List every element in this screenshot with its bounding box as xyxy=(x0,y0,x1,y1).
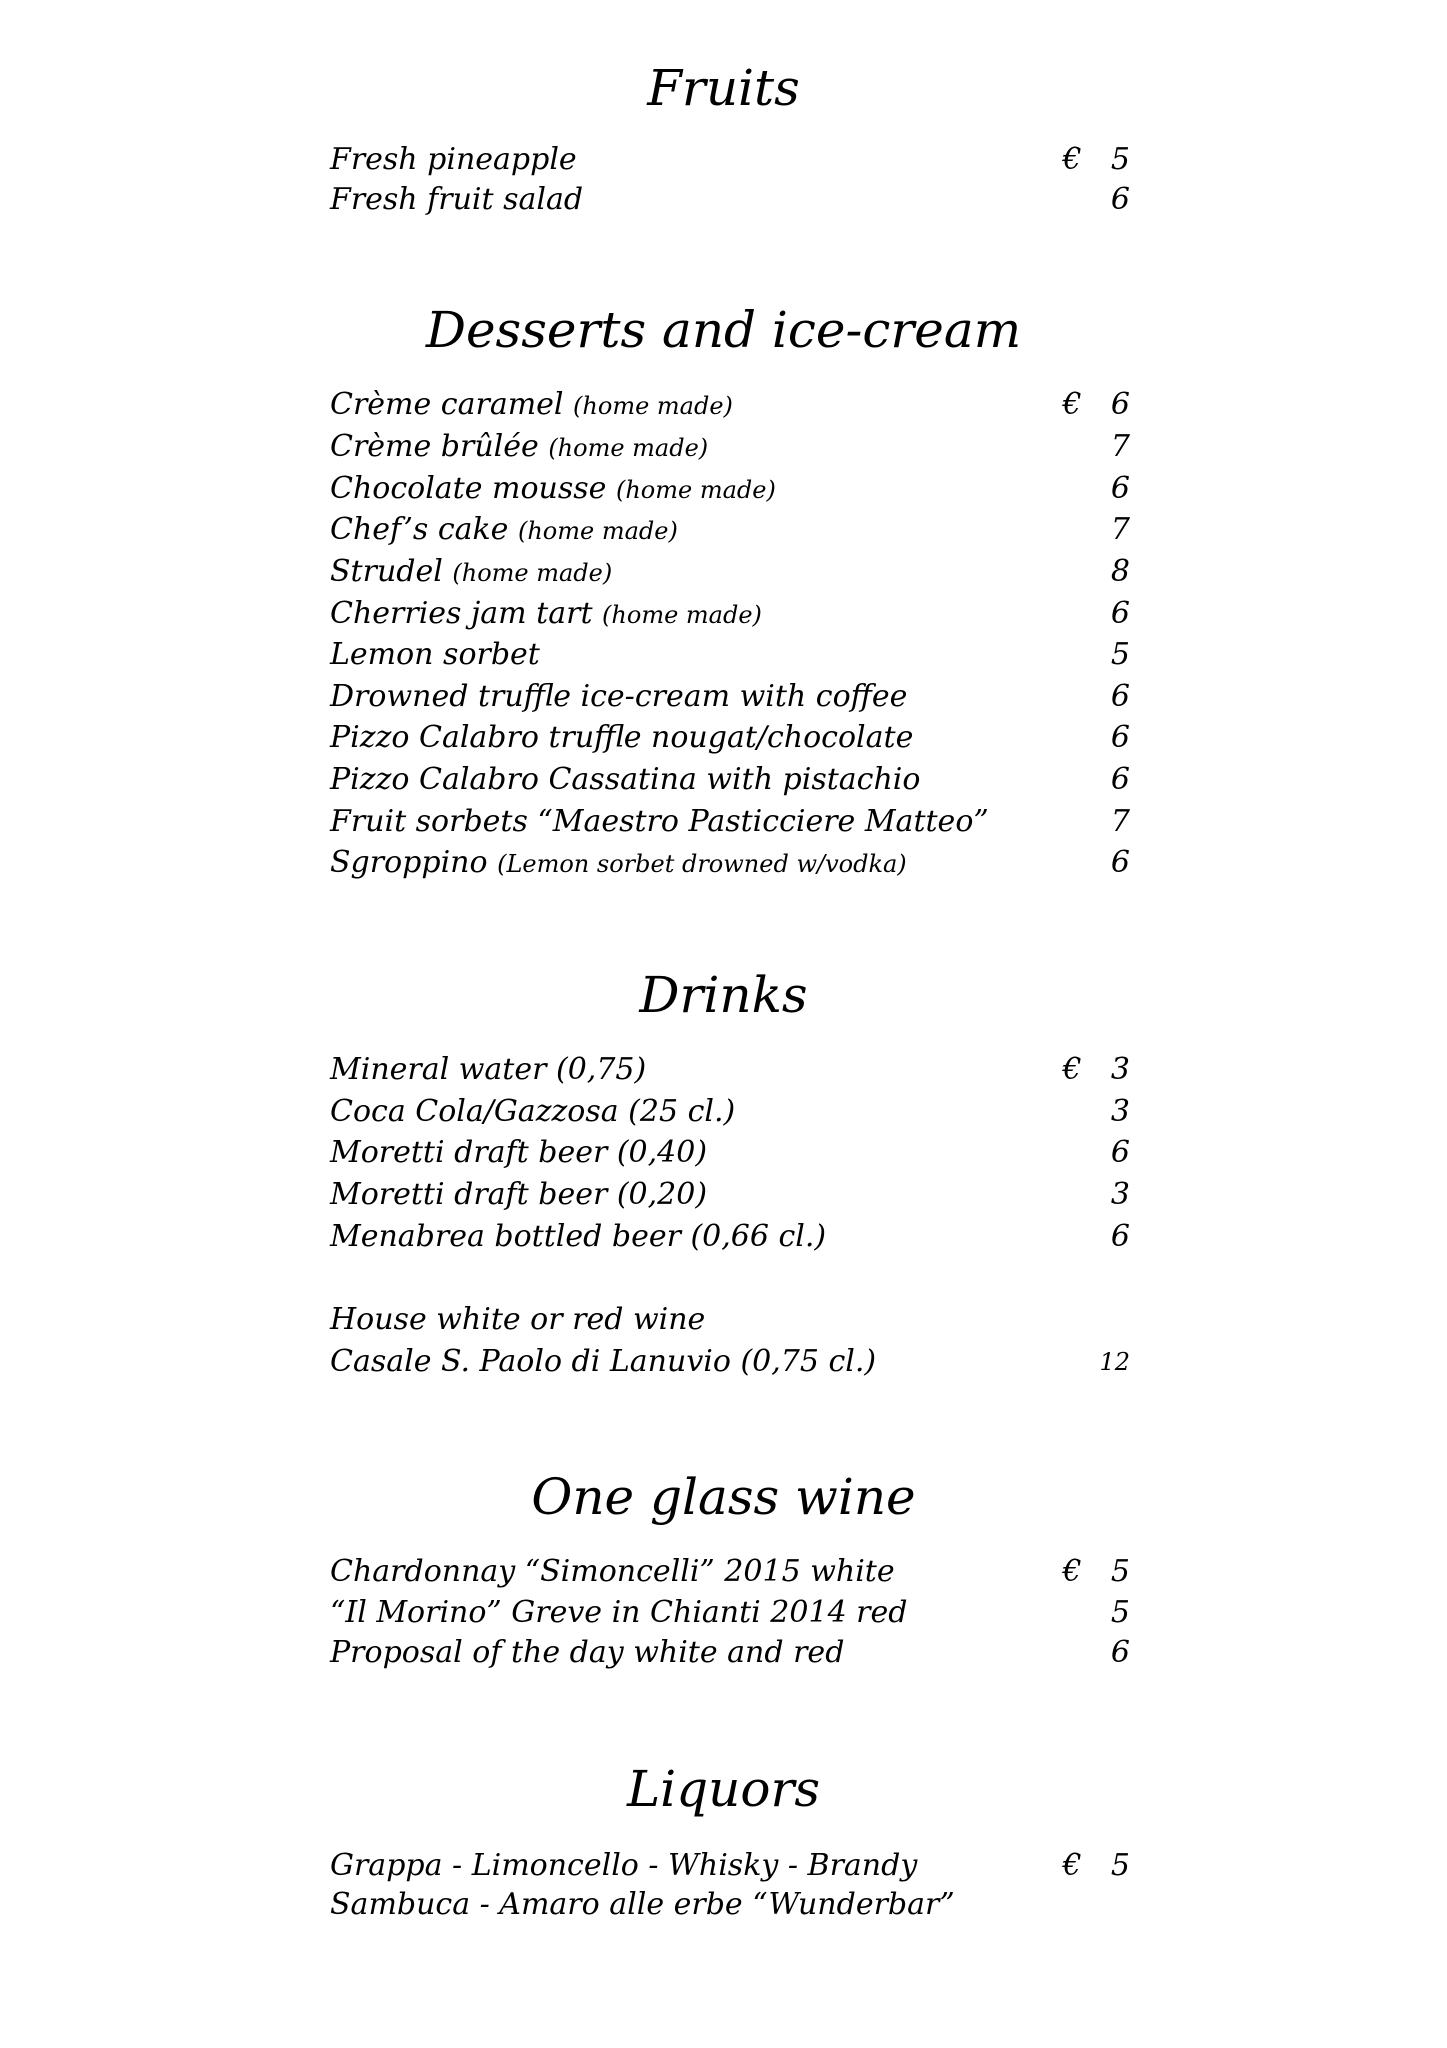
item-name: Moretti draft beer (0,20) xyxy=(330,1177,708,1212)
item-name: Sgroppino xyxy=(330,845,488,880)
menu-item xyxy=(330,635,1130,675)
item-name-wrap xyxy=(330,843,907,884)
item-name: Crème caramel xyxy=(330,387,564,422)
menu-item xyxy=(330,1633,1130,1673)
item-name-wrap xyxy=(330,510,678,551)
menu-item xyxy=(330,677,1130,717)
menu-item xyxy=(330,140,1130,180)
item-name: Drowned truffle ice-cream with coffee xyxy=(330,679,908,714)
menu-item xyxy=(330,1342,1130,1382)
item-note: (home made) xyxy=(573,392,733,420)
menu-item xyxy=(330,1050,1130,1090)
item-price: 3 xyxy=(1110,1177,1130,1212)
section-title-liquors: Liquors xyxy=(626,1760,821,1818)
item-price: 12 xyxy=(1099,1348,1130,1376)
menu-item xyxy=(330,1133,1130,1173)
menu-item xyxy=(330,1175,1130,1215)
menu-item xyxy=(330,427,1130,467)
item-note: (home made) xyxy=(615,476,776,504)
item-name: Cherries jam tart xyxy=(330,596,593,631)
menu-item xyxy=(330,802,1130,842)
menu-item xyxy=(330,843,1130,883)
item-name: Fruit sorbets “Maestro Pasticciere Matteo” xyxy=(330,804,989,839)
house-wine-line xyxy=(330,1300,1130,1340)
menu-item xyxy=(330,552,1130,592)
menu-item xyxy=(330,594,1130,634)
item-price: 5 xyxy=(1110,1848,1130,1883)
item-price: 6 xyxy=(1110,182,1130,217)
item-name-wrap xyxy=(330,594,762,635)
item-name: Grappa - Limoncello - Whisky - Brandy xyxy=(330,1848,918,1883)
menu-item xyxy=(330,1092,1130,1132)
item-name: Coca Cola/Gazzosa (25 cl.) xyxy=(330,1094,736,1129)
currency-symbol: € xyxy=(1062,1052,1082,1087)
menu-item xyxy=(330,180,1130,220)
menu-item xyxy=(330,760,1130,800)
item-name: Casale S. Paolo di Lanuvio (0,75 cl.) xyxy=(330,1344,877,1379)
menu-item xyxy=(330,1885,1130,1925)
menu-item xyxy=(330,1552,1130,1592)
item-price: 5 xyxy=(1110,637,1130,672)
item-name: Proposal of the day white and red xyxy=(330,1635,845,1670)
item-price: 6 xyxy=(1110,596,1130,631)
item-price: 7 xyxy=(1110,429,1130,464)
item-price: 6 xyxy=(1110,1635,1130,1670)
item-name: Moretti draft beer (0,40) xyxy=(330,1135,708,1170)
item-name: Crème brûlée xyxy=(330,429,539,464)
item-note: (home made) xyxy=(452,559,613,587)
item-name: Chef’s cake xyxy=(330,512,509,547)
item-note: (home made) xyxy=(602,601,762,629)
item-name-wrap xyxy=(330,469,776,510)
section-title-fruits: Fruits xyxy=(647,59,800,117)
item-note: (home made) xyxy=(517,517,678,545)
item-price: 5 xyxy=(1110,1554,1130,1589)
item-price: 7 xyxy=(1110,804,1130,839)
item-name: Pizzo Calabro truffle nougat/chocolate xyxy=(330,720,914,755)
menu-item xyxy=(330,718,1130,758)
menu-item xyxy=(330,469,1130,509)
item-name-wrap xyxy=(330,552,612,593)
item-name: Fresh fruit salad xyxy=(330,182,584,217)
item-price: 5 xyxy=(1110,1595,1130,1630)
item-name: Lemon sorbet xyxy=(330,637,540,672)
item-name: Mineral water (0,75) xyxy=(330,1052,647,1087)
item-price: 6 xyxy=(1110,1219,1130,1254)
item-price: 6 xyxy=(1110,679,1130,714)
item-price: 6 xyxy=(1110,762,1130,797)
item-price: 3 xyxy=(1110,1094,1130,1129)
house-wine-title: House white or red wine xyxy=(330,1302,706,1337)
currency-symbol: € xyxy=(1062,142,1082,177)
item-name: Fresh pineapple xyxy=(330,142,577,177)
currency-symbol: € xyxy=(1062,1848,1082,1883)
item-name-wrap xyxy=(330,427,708,468)
menu-item xyxy=(330,510,1130,550)
item-name: Menabrea bottled beer (0,66 cl.) xyxy=(330,1219,827,1254)
item-price: 8 xyxy=(1110,554,1130,589)
item-name-wrap xyxy=(330,385,733,426)
item-name: Strudel xyxy=(330,554,443,589)
section-title-desserts: Desserts and ice-cream xyxy=(425,301,1022,359)
item-price: 6 xyxy=(1110,1135,1130,1170)
item-price: 6 xyxy=(1110,720,1130,755)
item-name: Sambuca - Amaro alle erbe “Wunderbar” xyxy=(330,1887,955,1922)
item-name: Chocolate mousse xyxy=(330,471,607,506)
item-note: (home made) xyxy=(548,434,709,462)
menu-item xyxy=(330,1846,1130,1886)
item-note: (Lemon sorbet drowned w/vodka) xyxy=(497,850,907,878)
item-price: 5 xyxy=(1110,142,1130,177)
item-price: 3 xyxy=(1110,1052,1130,1087)
item-price: 6 xyxy=(1110,471,1130,506)
item-price: 6 xyxy=(1110,845,1130,880)
currency-symbol: € xyxy=(1062,1554,1082,1589)
menu-item xyxy=(330,1593,1130,1633)
item-name: Pizzo Calabro Cassatina with pistachio xyxy=(330,762,921,797)
section-title-drinks: Drinks xyxy=(639,966,808,1024)
menu-item xyxy=(330,385,1130,425)
menu-item xyxy=(330,1217,1130,1257)
currency-symbol: € xyxy=(1062,387,1082,422)
item-name: Chardonnay “Simoncelli” 2015 white xyxy=(330,1554,895,1589)
item-price: 6 xyxy=(1110,387,1130,422)
item-price: 7 xyxy=(1110,512,1130,547)
section-title-glass-wine: One glass wine xyxy=(531,1468,916,1526)
item-name: “Il Morino” Greve in Chianti 2014 red xyxy=(330,1595,908,1630)
